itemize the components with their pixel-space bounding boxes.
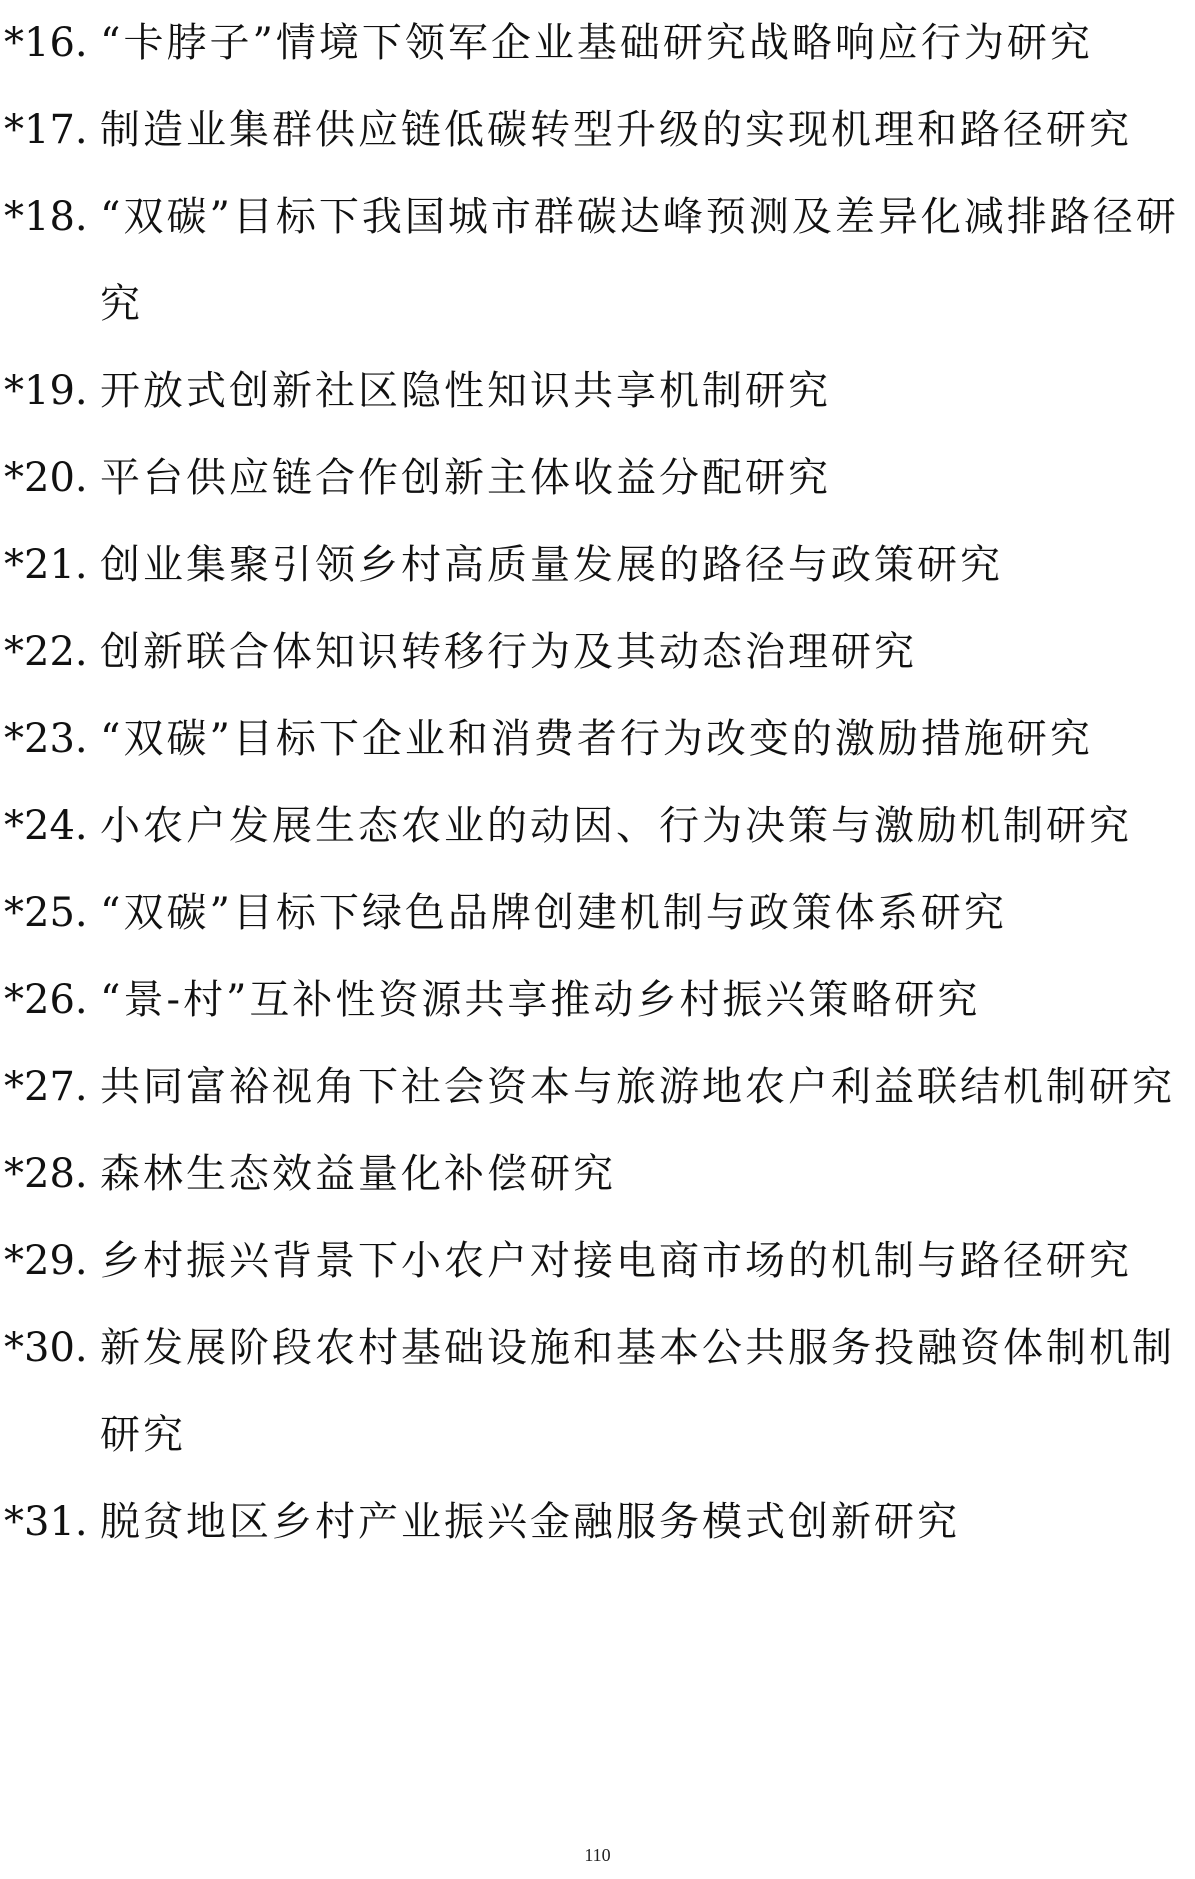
item-text: 新发展阶段农村基础设施和基本公共服务投融资体制机制研究 <box>100 1325 1175 1458</box>
list-item <box>4 348 1189 435</box>
item-text: 共同富裕视角下社会资本与旅游地农户利益联结机制研究 <box>100 1064 1175 1110</box>
research-topic-list <box>4 0 1189 1566</box>
item-text: “双碳”目标下企业和消费者行为改变的激励措施研究 <box>100 716 1093 762</box>
item-text: 平台供应链合作创新主体收益分配研究 <box>100 455 831 501</box>
item-number: *18. <box>4 194 88 240</box>
item-number: *27. <box>4 1064 88 1110</box>
list-item <box>4 957 1189 1044</box>
item-number: *26. <box>4 977 88 1023</box>
list-item <box>4 174 1189 348</box>
item-number: *19. <box>4 368 88 414</box>
item-number: *24. <box>4 803 88 849</box>
list-item <box>4 1479 1189 1566</box>
item-text: 创业集聚引领乡村高质量发展的路径与政策研究 <box>100 542 1003 588</box>
item-text: 制造业集群供应链低碳转型升级的实现机理和路径研究 <box>100 107 1132 153</box>
item-text: 脱贫地区乡村产业振兴金融服务模式创新研究 <box>100 1499 960 1545</box>
item-number: *28. <box>4 1151 88 1197</box>
list-item <box>4 783 1189 870</box>
list-item <box>4 0 1189 87</box>
item-number: *22. <box>4 629 88 675</box>
list-item <box>4 522 1189 609</box>
item-text: 乡村振兴背景下小农户对接电商市场的机制与路径研究 <box>100 1238 1132 1284</box>
item-number: *31. <box>4 1499 88 1545</box>
item-text: 开放式创新社区隐性知识共享机制研究 <box>100 368 831 414</box>
item-number: *21. <box>4 542 88 588</box>
item-number: *16. <box>4 20 88 66</box>
item-text: “双碳”目标下绿色品牌创建机制与政策体系研究 <box>100 890 1007 936</box>
page-number: 110 <box>584 1845 611 1865</box>
list-item <box>4 435 1189 522</box>
item-number: *20. <box>4 455 88 501</box>
list-item <box>4 1218 1189 1305</box>
item-text: “景-村”互补性资源共享推动乡村振兴策略研究 <box>100 977 981 1023</box>
item-text: “卡脖子”情境下领军企业基础研究战略响应行为研究 <box>100 20 1093 66</box>
item-text: “双碳”目标下我国城市群碳达峰预测及差异化减排路径研究 <box>100 194 1179 327</box>
list-item <box>4 870 1189 957</box>
item-text: 小农户发展生态农业的动因、行为决策与激励机制研究 <box>100 803 1132 849</box>
item-number: *17. <box>4 107 88 153</box>
item-number: *23. <box>4 716 88 762</box>
item-number: *29. <box>4 1238 88 1284</box>
list-item <box>4 1305 1189 1479</box>
list-item <box>4 609 1189 696</box>
item-number: *30. <box>4 1325 88 1371</box>
list-item <box>4 1044 1189 1131</box>
item-text: 创新联合体知识转移行为及其动态治理研究 <box>100 629 917 675</box>
item-number: *25. <box>4 890 88 936</box>
list-item <box>4 87 1189 174</box>
list-item <box>4 1131 1189 1218</box>
list-item <box>4 696 1189 783</box>
item-text: 森林生态效益量化补偿研究 <box>100 1151 616 1197</box>
